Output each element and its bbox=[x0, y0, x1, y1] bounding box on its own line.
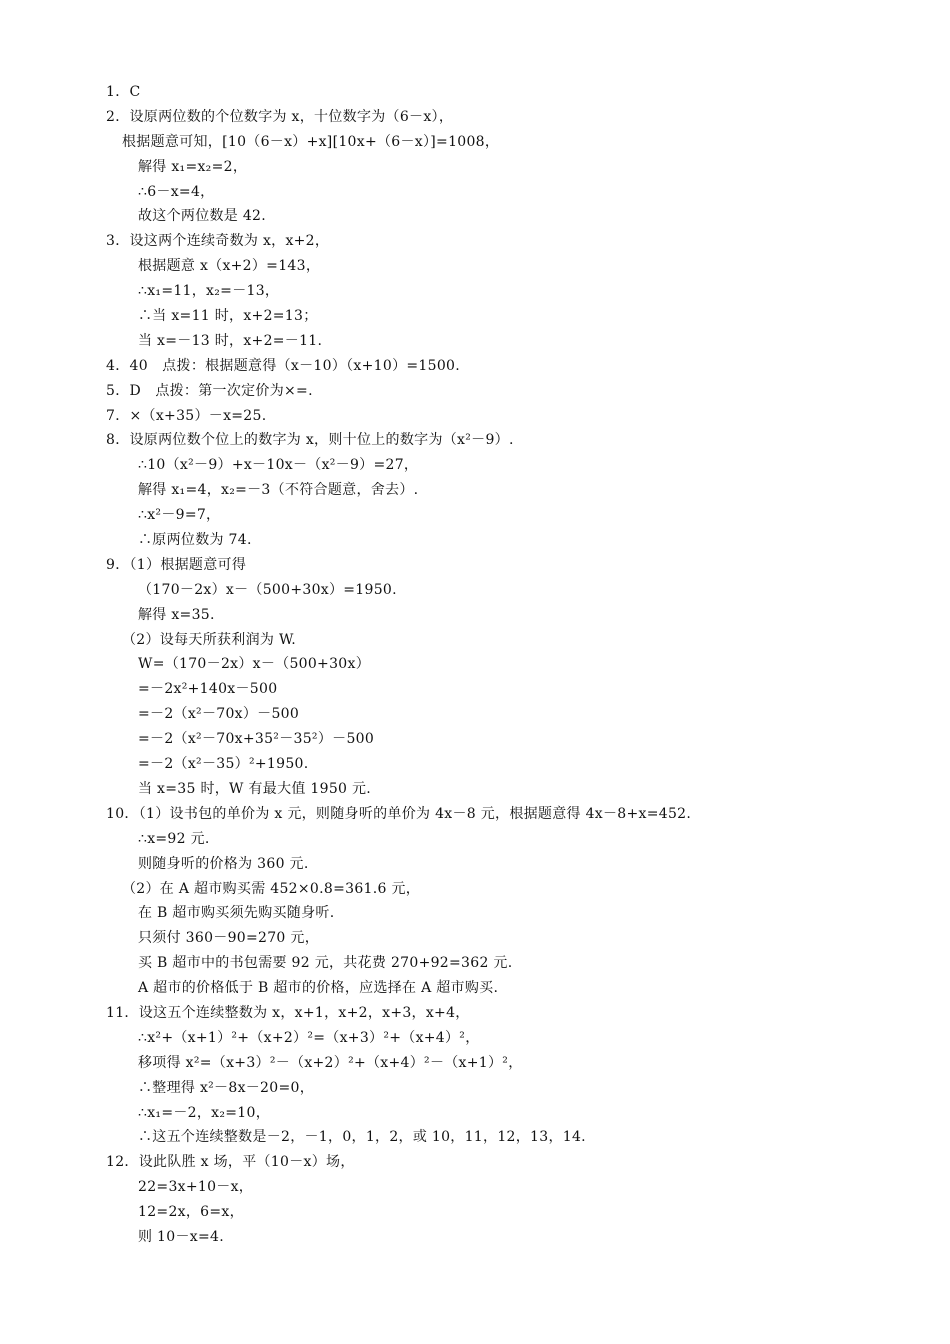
answer-line: W=（170－2x）x－（500+30x） bbox=[138, 656, 371, 673]
answer-line: 12=2x，6=x， bbox=[138, 1204, 244, 1221]
answer-line: =－2（x²－70x）－500 bbox=[138, 706, 300, 723]
answer-line: （2）在 A 超市购买需 452×0.8=361.6 元， bbox=[122, 880, 421, 897]
answer-line: ∴原两位数为 74. bbox=[138, 532, 252, 549]
answer-line: 8．设原两位数个位上的数字为 x，则十位上的数字为（x²－9）. bbox=[106, 432, 514, 449]
answer-line: 2．设原两位数的个位数字为 x，十位数字为（6－x）， bbox=[106, 108, 454, 125]
answer-line: ∴当 x=11 时，x+2=13； bbox=[138, 308, 318, 325]
answer-line: 解得 x₁=4，x₂=－3（不符合题意，舍去）. bbox=[138, 482, 419, 499]
answer-line: 只须付 360－90=270 元， bbox=[138, 930, 319, 947]
answer-line: 当 x=－13 时，x+2=－11. bbox=[138, 332, 323, 349]
answer-line: 则 10－x=4. bbox=[138, 1228, 224, 1245]
answer-line: 1．C bbox=[106, 84, 141, 100]
answer-line: ∴x²－9=7， bbox=[138, 507, 221, 524]
answer-line: 在 B 超市购买须先购买随身听. bbox=[138, 905, 335, 922]
answer-line: 5．D 点拨：第一次定价为×=. bbox=[106, 382, 313, 399]
answer-line: 12．设此队胜 x 场，平（10－x）场， bbox=[106, 1154, 355, 1171]
answer-line: 则随身听的价格为 360 元. bbox=[138, 855, 309, 872]
answer-line: 故这个两位数是 42. bbox=[138, 208, 267, 225]
answer-line: ∴x=92 元. bbox=[138, 830, 210, 847]
answer-line: ∴10（x²－9）+x－10x－（x²－9）=27， bbox=[138, 457, 419, 474]
answer-line: =－2（x²－70x+35²－35²）－500 bbox=[138, 731, 375, 748]
answer-line: =－2（x²－35）²+1950. bbox=[138, 756, 309, 773]
answer-line: 4．40 点拨：根据题意得（x－10）（x+10）=1500. bbox=[106, 357, 460, 374]
answer-line: （2）设每天所获利润为 W. bbox=[122, 631, 296, 648]
answer-line: 移项得 x²=（x+3）²－（x+2）²+（x+4）²－（x+1）²， bbox=[138, 1054, 523, 1071]
answer-line: ∴这五个连续整数是－2，－1，0，1，2，或 10，11，12，13，14. bbox=[138, 1129, 586, 1146]
answer-line: 根据题意 x（x+2）=143， bbox=[138, 258, 321, 275]
answer-line: 根据题意可知，[10（6－x）+x][10x+（6－x）]=1008， bbox=[122, 133, 500, 150]
answer-line: ∴6－x=4， bbox=[138, 183, 215, 200]
answer-line: ∴整理得 x²－8x－20=0， bbox=[138, 1079, 315, 1096]
answer-line: 解得 x=35. bbox=[138, 606, 215, 623]
answer-line: 10．（1）设书包的单价为 x 元，则随身听的单价为 4x－8 元，根据题意得 4x－8+x=452. bbox=[106, 805, 692, 822]
answer-line: 解得 x₁=x₂=2， bbox=[138, 158, 248, 175]
answer-line: （170－2x）x－（500+30x）=1950. bbox=[138, 581, 397, 598]
answer-line: 11．设这五个连续整数为 x，x+1，x+2，x+3，x+4， bbox=[106, 1004, 470, 1021]
answer-line: ∴x²+（x+1）²+（x+2）²=（x+3）²+（x+4）²， bbox=[138, 1029, 480, 1046]
answer-line: 22=3x+10－x， bbox=[138, 1179, 254, 1196]
answer-line: 9．（1）根据题意可得 bbox=[106, 556, 247, 573]
answer-line: 3．设这两个连续奇数为 x，x+2， bbox=[106, 233, 330, 250]
answer-line: 7．×（x+35）－x=25. bbox=[106, 407, 267, 424]
answer-line: ∴x₁=11，x₂=－13， bbox=[138, 283, 280, 300]
answer-line: =－2x²+140x－500 bbox=[138, 681, 278, 698]
answer-line: ∴x₁=－2，x₂=10， bbox=[138, 1104, 271, 1121]
answer-line: 当 x=35 时，W 有最大值 1950 元. bbox=[138, 780, 372, 797]
answer-line: A 超市的价格低于 B 超市的价格，应选择在 A 超市购买. bbox=[138, 980, 499, 997]
answer-list bbox=[0, 80, 950, 1250]
answer-line: 买 B 超市中的书包需要 92 元，共花费 270+92=362 元. bbox=[138, 955, 513, 972]
